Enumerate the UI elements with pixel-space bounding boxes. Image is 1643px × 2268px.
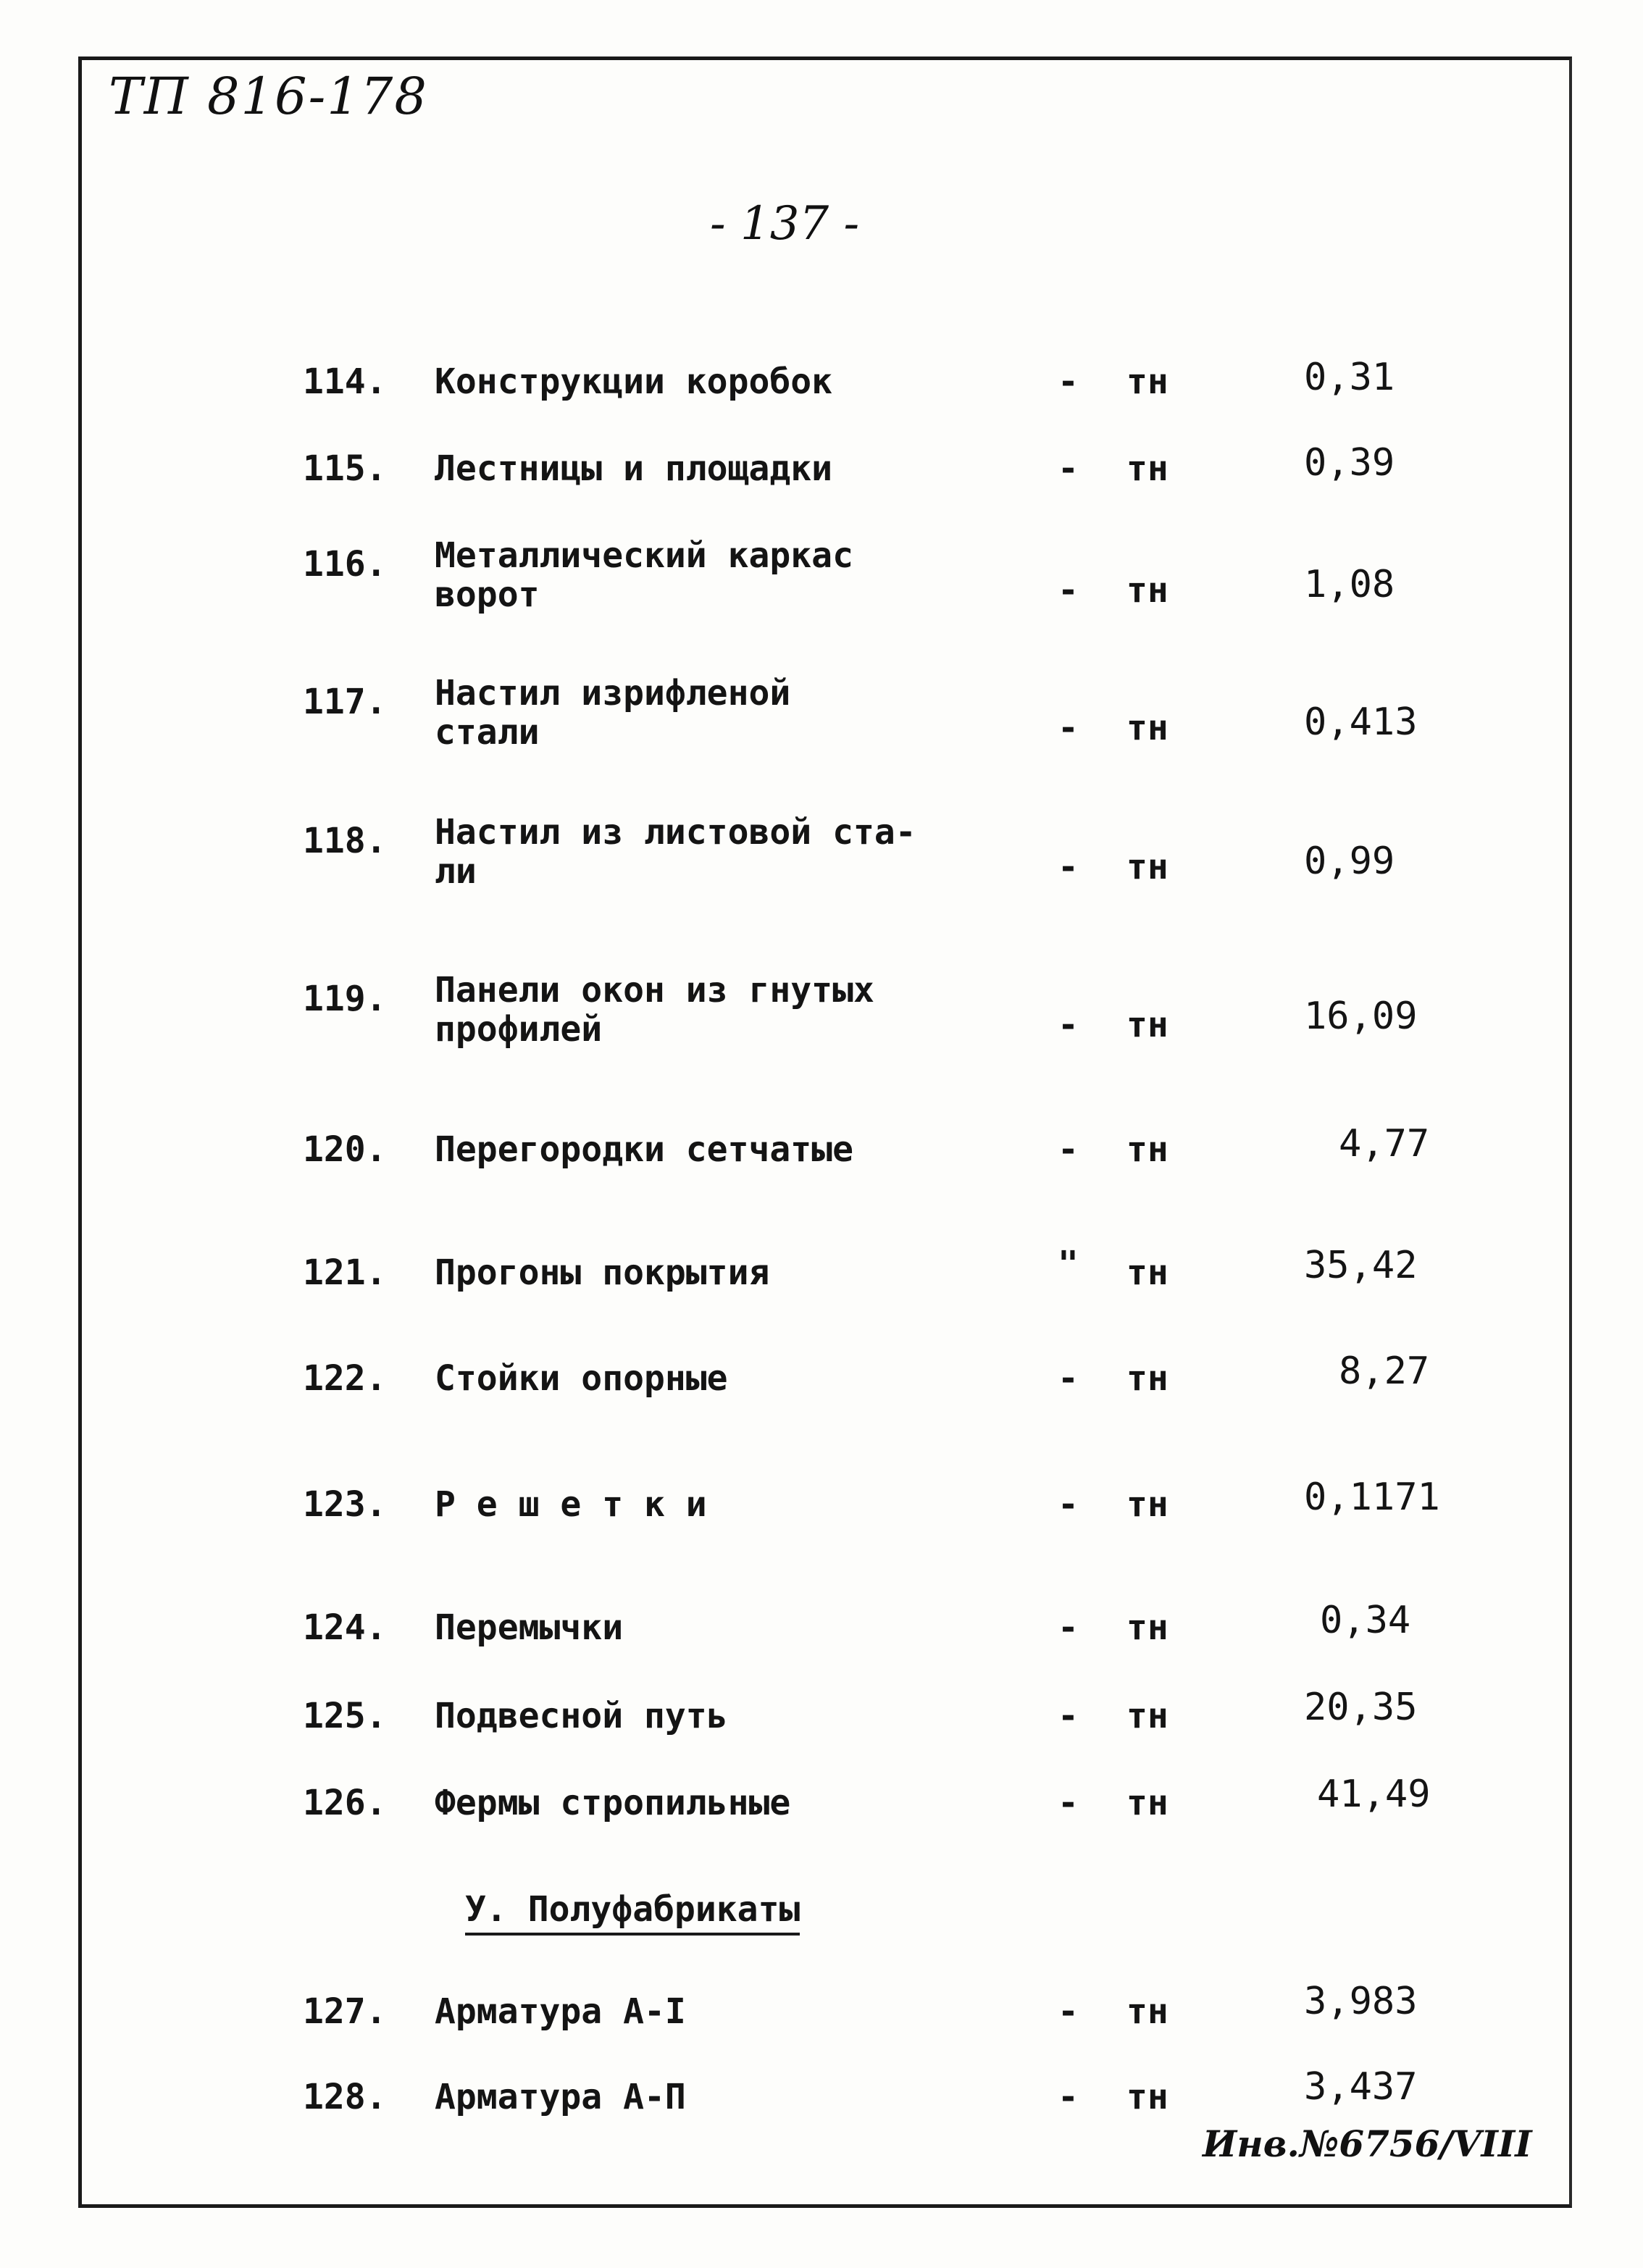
- item-number: 128.: [303, 2077, 387, 2117]
- item-unit: тн: [1126, 708, 1169, 748]
- item-value: 20,35: [1304, 1686, 1418, 1729]
- item-name: Лестницы и площадки: [435, 448, 833, 489]
- item-number: 126.: [303, 1783, 387, 1823]
- item-dash: -: [1058, 1991, 1079, 2032]
- item-name: Металлический каркас ворот: [435, 535, 853, 615]
- item-name: Фермы стропильные: [435, 1783, 791, 1823]
- item-dash: -: [1058, 1358, 1079, 1399]
- item-name: Р е ш е т к и: [435, 1484, 707, 1525]
- item-unit: тн: [1126, 2077, 1169, 2117]
- item-number: 115.: [303, 448, 387, 489]
- item-unit: тн: [1126, 1783, 1169, 1823]
- document-code: ТП 816-178: [109, 67, 428, 126]
- item-name: Стойки опорные: [435, 1358, 728, 1399]
- item-value: 0,99: [1304, 840, 1395, 883]
- item-dash: -: [1058, 1005, 1079, 1045]
- item-number: 114.: [303, 361, 387, 402]
- item-number: 123.: [303, 1484, 387, 1525]
- item-number: 120.: [303, 1129, 387, 1170]
- item-dash: -: [1058, 1696, 1079, 1736]
- item-number: 125.: [303, 1696, 387, 1736]
- item-dash: ": [1058, 1244, 1079, 1284]
- item-value: 1,08: [1304, 563, 1395, 606]
- item-name: Подвесной путь: [435, 1696, 728, 1736]
- item-dash: -: [1058, 1783, 1079, 1823]
- item-dash: -: [1058, 708, 1079, 748]
- item-name: Арматура А-I: [435, 1991, 686, 2032]
- item-dash: -: [1058, 448, 1079, 489]
- item-number: 121.: [303, 1252, 387, 1293]
- item-number: 116.: [303, 544, 387, 585]
- page-number: - 137 -: [710, 197, 860, 251]
- item-unit: тн: [1126, 570, 1169, 611]
- item-value: 0,1171: [1304, 1476, 1440, 1519]
- item-value: 16,09: [1304, 995, 1418, 1038]
- item-value: 0,31: [1304, 356, 1395, 399]
- item-name: Панели окон из гнутых профилей: [435, 970, 874, 1050]
- list-item: [0, 356, 1643, 449]
- list-item: [0, 1686, 1643, 1783]
- item-value: 35,42: [1304, 1244, 1418, 1287]
- list-item: [0, 813, 1643, 900]
- item-dash: -: [1058, 570, 1079, 611]
- list-item: [0, 1599, 1643, 1695]
- item-number: 127.: [303, 1991, 387, 2032]
- item-number: 118.: [303, 821, 387, 861]
- item-number: 117.: [303, 682, 387, 722]
- list-item: [0, 1122, 1643, 1217]
- inventory-number: Инв.№6756/VIII: [1203, 2122, 1532, 2165]
- item-unit: тн: [1126, 1005, 1169, 1045]
- item-unit: тн: [1126, 448, 1169, 489]
- list-item: [0, 971, 1643, 1058]
- item-unit: тн: [1126, 1991, 1169, 2032]
- item-value: 0,413: [1304, 700, 1418, 744]
- item-number: 119.: [303, 979, 387, 1019]
- item-number: 124.: [303, 1607, 387, 1648]
- item-dash: -: [1058, 2077, 1079, 2117]
- item-name: Конструкции коробок: [435, 361, 833, 402]
- list-item: [0, 536, 1643, 623]
- list-item: [0, 1244, 1643, 1340]
- item-dash: -: [1058, 847, 1079, 887]
- item-name: Настил из листовой ста- ли: [435, 812, 916, 892]
- item-unit: тн: [1126, 1358, 1169, 1399]
- item-unit: тн: [1126, 1607, 1169, 1648]
- item-name: Арматура А-П: [435, 2077, 686, 2117]
- item-value: 3,983: [1304, 1980, 1418, 2023]
- item-dash: -: [1058, 1129, 1079, 1170]
- item-unit: тн: [1126, 1252, 1169, 1293]
- item-value: 3,437: [1304, 2065, 1418, 2109]
- item-unit: тн: [1126, 1129, 1169, 1170]
- item-unit: тн: [1126, 1484, 1169, 1525]
- section-title: У. Полуфабрикаты: [465, 1889, 800, 1936]
- list-item: [0, 1349, 1643, 1446]
- item-dash: -: [1058, 1484, 1079, 1525]
- item-name: Прогоны покрытия: [435, 1252, 770, 1293]
- item-number: 122.: [303, 1358, 387, 1399]
- item-value: 41,49: [1317, 1773, 1431, 1816]
- item-value: 0,39: [1304, 441, 1395, 485]
- list-item: [0, 1773, 1643, 1870]
- item-name: Настил изрифленой стали: [435, 673, 791, 753]
- item-unit: тн: [1126, 847, 1169, 887]
- item-value: 8,27: [1339, 1349, 1430, 1393]
- list-item: [0, 441, 1643, 536]
- item-dash: -: [1058, 361, 1079, 402]
- item-name: Перегородки сетчатые: [435, 1129, 853, 1170]
- item-unit: тн: [1126, 361, 1169, 402]
- list-item: [0, 1476, 1643, 1572]
- list-item: [0, 674, 1643, 761]
- item-unit: тн: [1126, 1696, 1169, 1736]
- item-value: 4,77: [1339, 1122, 1430, 1166]
- item-value: 0,34: [1320, 1599, 1411, 1642]
- item-dash: -: [1058, 1607, 1079, 1648]
- item-name: Перемычки: [435, 1607, 624, 1648]
